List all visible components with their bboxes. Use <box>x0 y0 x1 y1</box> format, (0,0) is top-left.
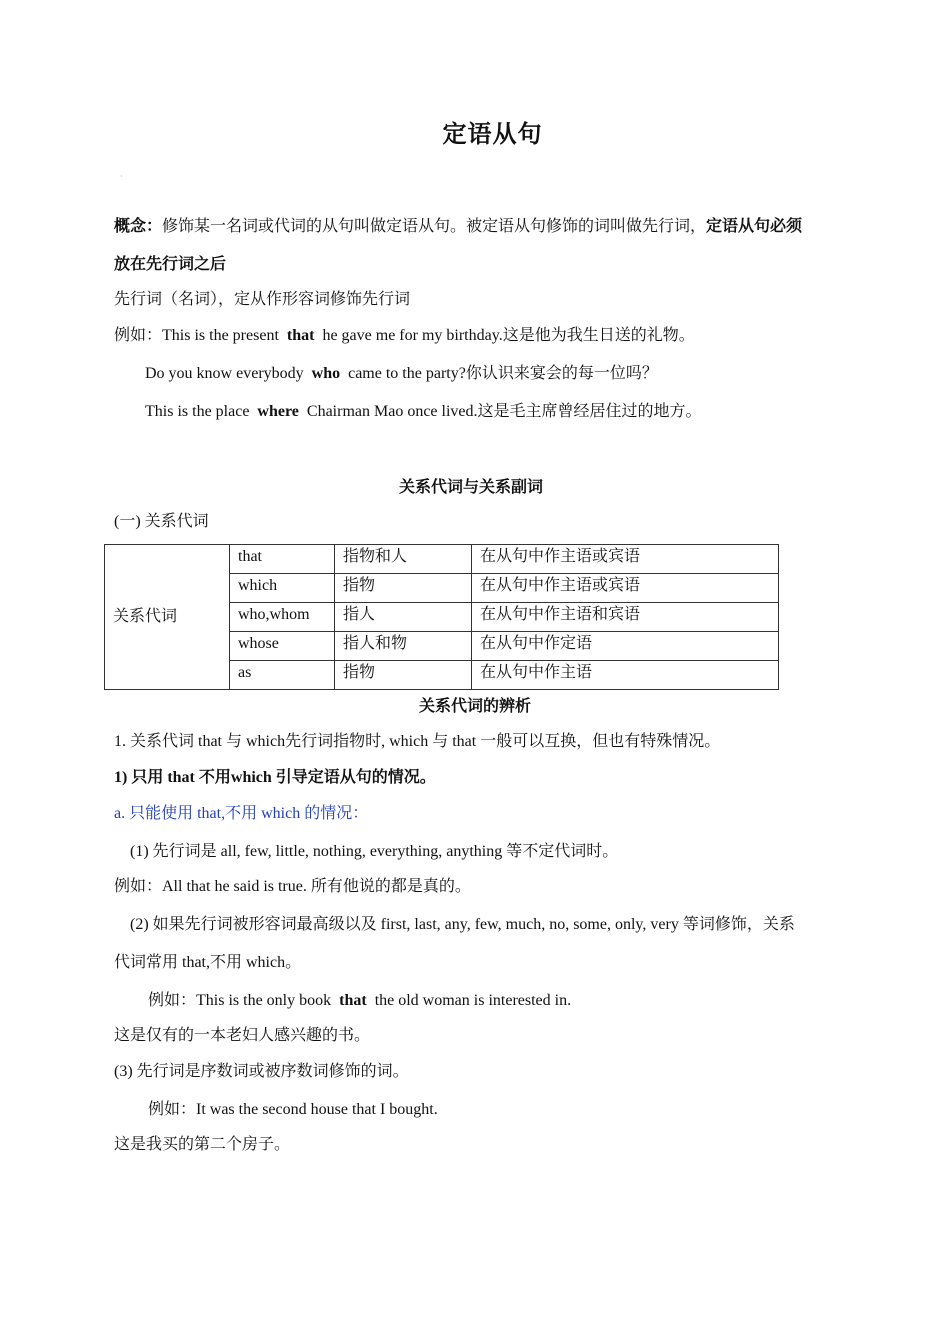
table-cell-function: 在从句中作主语或宾语 <box>472 545 779 574</box>
item-2-example-prefix: 例如：This is the only book <box>148 992 332 1009</box>
item-3: (3) 先行词是序数词或被序数词修饰的词。 <box>114 1063 409 1080</box>
relative-pronoun-table <box>104 544 779 690</box>
concept-line-2: 放在先行词之后 <box>114 256 227 273</box>
example-2 <box>145 363 658 385</box>
table-merged-label: 关系代词 <box>105 545 230 690</box>
item-2-line-1: (2) 如果先行词被形容词最高级以及 first, last, any, few, much, no, some, only, very 等词修饰，关系 <box>130 916 795 933</box>
table-cell-function: 在从句中作主语 <box>472 661 779 690</box>
item-2-example-key: that <box>339 992 367 1009</box>
table-cell-refers: 指人和物 <box>335 632 472 661</box>
subsection-heading: (一) 关系代词 <box>114 513 209 530</box>
point-1a: 1) 只用 that 不用which 引导定语从句的情况。 <box>114 769 436 786</box>
item-2-example-after: the old woman is interested in. <box>374 992 572 1009</box>
table-cell-refers: 指物 <box>335 574 472 603</box>
point-1: 1. 关系代词 that 与 which先行词指物时, which 与 that 一般可以互换，但也有特殊情况。 <box>114 733 721 750</box>
table-cell-word: whose <box>230 632 335 661</box>
example-3-after: Chairman Mao once lived.这是毛主席曾经居住过的地方。 <box>306 403 702 420</box>
item-2-line-2: 代词常用 that,不用 which。 <box>114 954 302 971</box>
table-cell-function: 在从句中作定语 <box>472 632 779 661</box>
item-2-translation: 这是仅有的一本老妇人感兴趣的书。 <box>114 1027 371 1044</box>
example-2-key: who <box>311 365 341 382</box>
concept-text: 修饰某一名词或代词的从句叫做定语从句。被定语从句修饰的词叫做先行词， <box>162 218 707 235</box>
section-marker: · <box>120 172 123 181</box>
table-row <box>105 545 779 574</box>
page-title: 定语从句 <box>442 121 543 148</box>
section-heading: 关系代词与关系副词 <box>398 479 543 496</box>
table-cell-word: which <box>230 574 335 603</box>
item-3-translation: 这是我买的第二个房子。 <box>114 1136 291 1153</box>
example-1-prefix: 例如： <box>114 327 163 344</box>
item-1-example: 例如：All that he said is true. 所有他说的都是真的。 <box>114 878 471 895</box>
example-3 <box>145 401 702 423</box>
table-cell-refers: 指物和人 <box>335 545 472 574</box>
table-cell-word: as <box>230 661 335 690</box>
item-2-example <box>148 990 571 1012</box>
example-3-before: This is the place <box>145 403 250 420</box>
item-3-example: 例如：It was the second house that I bought. <box>148 1101 438 1118</box>
point-a: a. 只能使用 that,不用 which 的情况： <box>114 805 369 822</box>
concept-label: 概念： <box>114 218 163 235</box>
table-cell-refers: 指物 <box>335 661 472 690</box>
table-cell-function: 在从句中作主语和宾语 <box>472 603 779 632</box>
example-1-before: This is the present <box>162 327 279 344</box>
example-2-after: came to the party?你认识来宴会的每一位吗？ <box>348 365 658 382</box>
concept-bold-tail: 定语从句必须 <box>706 218 803 235</box>
concept-line-1 <box>114 216 802 238</box>
example-3-key: where <box>257 403 299 420</box>
item-1: (1) 先行词是 all, few, little, nothing, everything, anything 等不定代词时。 <box>130 843 619 860</box>
table-cell-word: that <box>230 545 335 574</box>
example-2-before: Do you know everybody <box>145 365 304 382</box>
antecedent-note: 先行词（名词），定从作形容词修饰先行词 <box>114 291 411 308</box>
table-cell-word: who,whom <box>230 603 335 632</box>
table-cell-refers: 指人 <box>335 603 472 632</box>
table-cell-function: 在从句中作主语或宾语 <box>472 574 779 603</box>
example-1-after: he gave me for my birthday.这是他为我生日送的礼物。 <box>322 327 695 344</box>
example-1-key: that <box>286 327 315 344</box>
analysis-heading: 关系代词的辨析 <box>418 698 531 715</box>
example-1 <box>114 325 695 347</box>
